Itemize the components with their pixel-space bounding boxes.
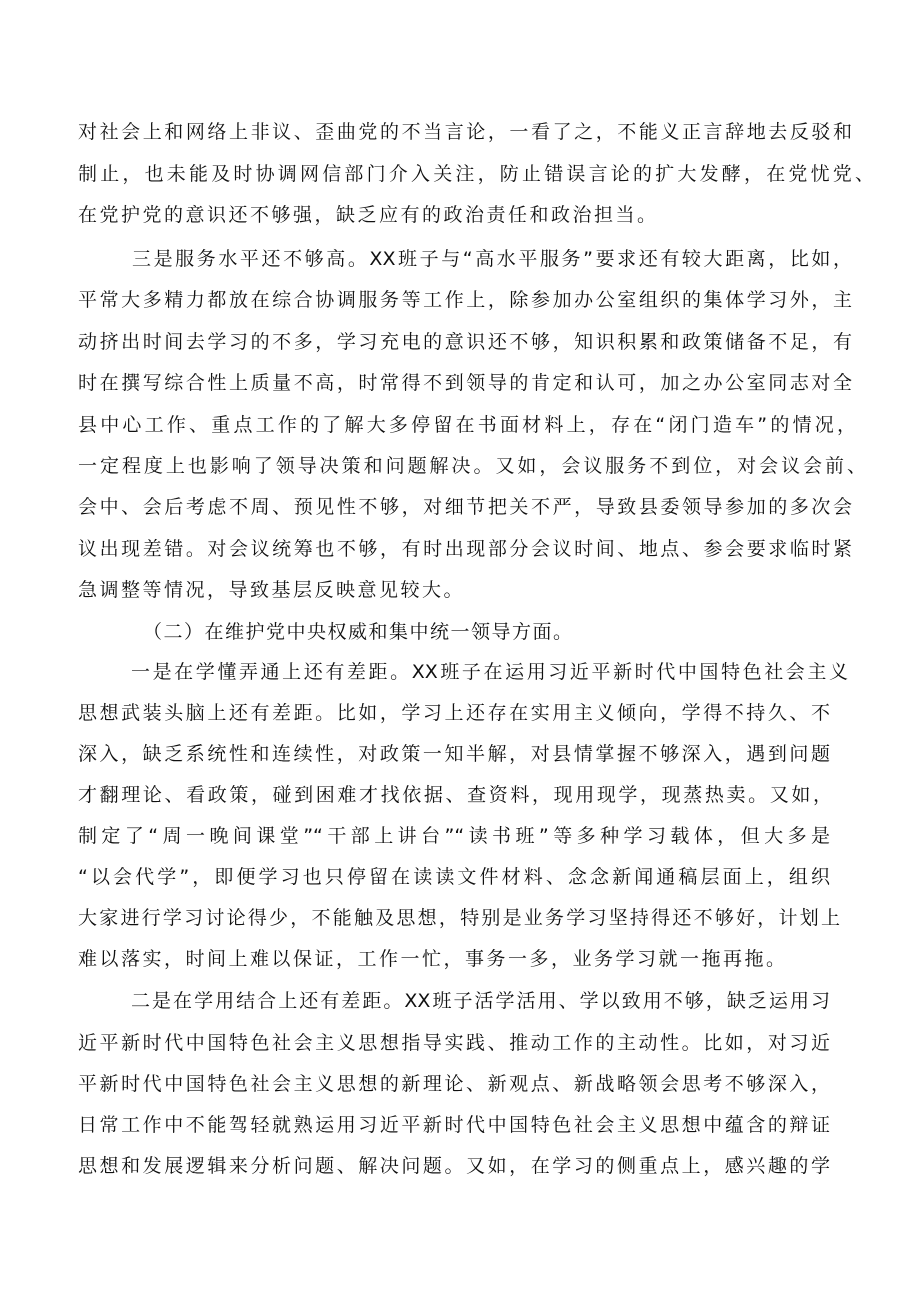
body-text-line: 平新时代中国特色社会主义思想的新理论、新观点、新战略领会思考不够深入，	[78, 1073, 830, 1095]
body-text-line: 急调整等情况，导致基层反映意见较大。	[78, 579, 466, 601]
body-text-line: 时在撰写综合性上质量不高，时常得不到领导的肯定和认可，加之办公室同志对全	[78, 372, 852, 394]
section-heading-text: （二）在维护党中央权威和集中统一领导方面。	[143, 621, 574, 643]
body-text-line: 二是在学用结合上还有差距。XX班子活学活用、学以致用不够，缺乏运用习	[131, 990, 830, 1012]
body-text-line: 思想和发展逻辑来分析问题、解决问题。又如，在学习的侧重点上，感兴趣的学	[78, 1155, 830, 1177]
body-text-line: 一是在学懂弄通上还有差距。XX班子在运用习近平新时代中国特色社会主义	[131, 661, 848, 683]
body-text-line: “以会代学”，即便学习也只停留在读读文件材料、念念新闻通稿层面上，组织	[78, 866, 830, 888]
body-text-line: 一定程度上也影响了领导决策和问题解决。又如，会议服务不到位，对会议会前、	[78, 455, 866, 477]
body-text-line: 动挤出时间去学习的不多，学习充电的意识还不够，知识积累和政策储备不足，有	[78, 331, 852, 353]
body-text-line: 难以落实，时间上难以保证，工作一忙，事务一多，业务学习就一拖再拖。	[78, 948, 788, 970]
body-text-line: 对社会上和网络上非议、歪曲党的不当言论，一看了之，不能义正言辞地去反驳和	[78, 121, 852, 143]
body-text-line: 会中、会后考虑不周、预见性不够，对细节把关不严，导致县委领导参加的多次会	[78, 496, 852, 518]
body-text-line: 思想武装头脑上还有差距。比如，学习上还存在实用主义倾向，学得不持久、不	[78, 702, 830, 724]
body-text-line: 议出现差错。对会议统筹也不够，有时出现部分会议时间、地点、参会要求临时紧	[78, 538, 852, 560]
body-text-line: 深入，缺乏系统性和连续性，对政策一知半解，对县情掌握不够深入，遇到问题	[78, 743, 830, 765]
body-text-line: 大家进行学习讨论得少，不能触及思想，特别是业务学习坚持得还不够好，计划上	[78, 907, 840, 929]
body-text-line: 平常大多精力都放在综合协调服务等工作上，除参加办公室组织的集体学习外，主	[78, 289, 852, 311]
body-text-line: 日常工作中不能驾轻就熟运用习近平新时代中国特色社会主义思想中蕴含的辩证	[78, 1114, 830, 1136]
body-text-line: 县中心工作、重点工作的了解大多停留在书面材料上，存在“闭门造车”的情况，	[78, 414, 856, 436]
body-text-line: 三是服务水平还不够高。XX班子与“高水平服务”要求还有较大距离，比如，	[132, 248, 852, 270]
body-text-line: 制定了“周一晚间课堂”“干部上讲台”“读书班”等多种学习载体，但大多是	[78, 825, 830, 847]
body-text-line: 制止，也未能及时协调网信部门介入关注，防止错误言论的扩大发酵，在党忧党、	[78, 163, 874, 185]
body-text-line: 近平新时代中国特色社会主义思想指导实践、推动工作的主动性。比如，对习近	[78, 1032, 830, 1054]
body-text-line: 才翻理论、看政策，碰到困难才找依据、查资料，现用现学，现蒸热卖。又如，	[78, 784, 832, 806]
body-text-line: 在党护党的意识还不够强，缺乏应有的政治责任和政治担当。	[78, 204, 659, 226]
